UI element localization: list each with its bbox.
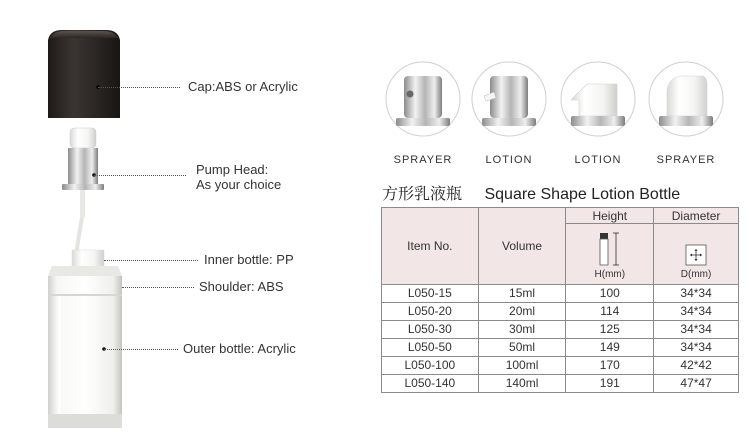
table-row [382, 321, 739, 339]
lotion-silver-icon [470, 60, 548, 138]
cap-label: Cap:ABS or Acrylic [188, 79, 298, 94]
cell-diameter: 42*42 [654, 357, 739, 375]
cell-height: 170 [566, 357, 654, 375]
cell-diameter: 34*34 [654, 285, 739, 303]
cell-volume: 15ml [478, 285, 566, 303]
cell-diameter: 47*47 [654, 375, 739, 393]
lotion-white-icon [559, 60, 637, 138]
header-item-no: Item No. [382, 208, 479, 285]
header-height: Height [566, 208, 654, 224]
sprayer-silver-icon [384, 60, 462, 138]
spec-table [381, 207, 739, 393]
option-label-4: SPRAYER [656, 154, 716, 166]
option-thumb-3 [559, 60, 637, 138]
cell-diameter: 34*34 [654, 321, 739, 339]
cell-item: L050-140 [382, 375, 479, 393]
header-volume: Volume [478, 208, 566, 285]
shoulder-callout-line [122, 287, 194, 288]
diameter-measure-icon [684, 243, 708, 267]
table-title [382, 181, 680, 204]
header-diameter-icon-cell [654, 224, 739, 285]
pump-head-callout-line [94, 175, 186, 176]
cell-height: 149 [566, 339, 654, 357]
table-row [382, 339, 739, 357]
height-measure-icon [596, 231, 624, 267]
outer-bottle-label: Outer bottle: Acrylic [183, 341, 296, 356]
cap-callout-line [98, 87, 180, 88]
cell-item: L050-100 [382, 357, 479, 375]
cell-item: L050-30 [382, 321, 479, 339]
cell-height: 114 [566, 303, 654, 321]
inner-bottle-label: Inner bottle: PP [204, 252, 294, 267]
cap-part [48, 30, 120, 118]
pump-head-part [62, 128, 104, 268]
table-row [382, 303, 739, 321]
header-diameter: Diameter [654, 208, 739, 224]
option-label-2: LOTION [485, 154, 533, 166]
bottle-illustration [0, 0, 360, 436]
cell-diameter: 34*34 [654, 303, 739, 321]
cell-item: L050-50 [382, 339, 479, 357]
cell-diameter: 34*34 [654, 339, 739, 357]
table-row [382, 375, 739, 393]
table-row [382, 285, 739, 303]
cell-volume: 140ml [478, 375, 566, 393]
cell-height: 100 [566, 285, 654, 303]
cell-height: 191 [566, 375, 654, 393]
bottle-body-part [48, 250, 122, 428]
cell-volume: 50ml [478, 339, 566, 357]
title-english: Square Shape Lotion Bottle [484, 186, 681, 203]
cell-volume: 30ml [478, 321, 566, 339]
title-chinese: 方形乳液瓶 [382, 186, 463, 203]
bottle-parts-drawing [0, 0, 360, 436]
outer-bottle-callout-line [104, 349, 178, 350]
sprayer-white-icon [647, 60, 725, 138]
pump-head-label [196, 162, 281, 192]
option-thumb-4 [647, 60, 725, 138]
cell-volume: 20ml [478, 303, 566, 321]
height-unit: H(mm) [594, 269, 626, 280]
cell-height: 125 [566, 321, 654, 339]
pump-head-label-line2: As your choice [196, 177, 282, 192]
header-height-icon-cell [566, 224, 654, 285]
table-row [382, 357, 739, 375]
shoulder-label: Shoulder: ABS [199, 279, 284, 294]
cell-item: L050-20 [382, 303, 479, 321]
option-thumb-2 [470, 60, 548, 138]
diameter-unit: D(mm) [680, 269, 712, 280]
option-thumb-1 [384, 60, 462, 138]
option-label-1: SPRAYER [393, 154, 453, 166]
cell-item: L050-15 [382, 285, 479, 303]
option-label-3: LOTION [574, 154, 622, 166]
cell-volume: 100ml [478, 357, 566, 375]
inner-bottle-callout-line [104, 260, 198, 261]
pump-head-label-line1: Pump Head: [196, 162, 269, 177]
